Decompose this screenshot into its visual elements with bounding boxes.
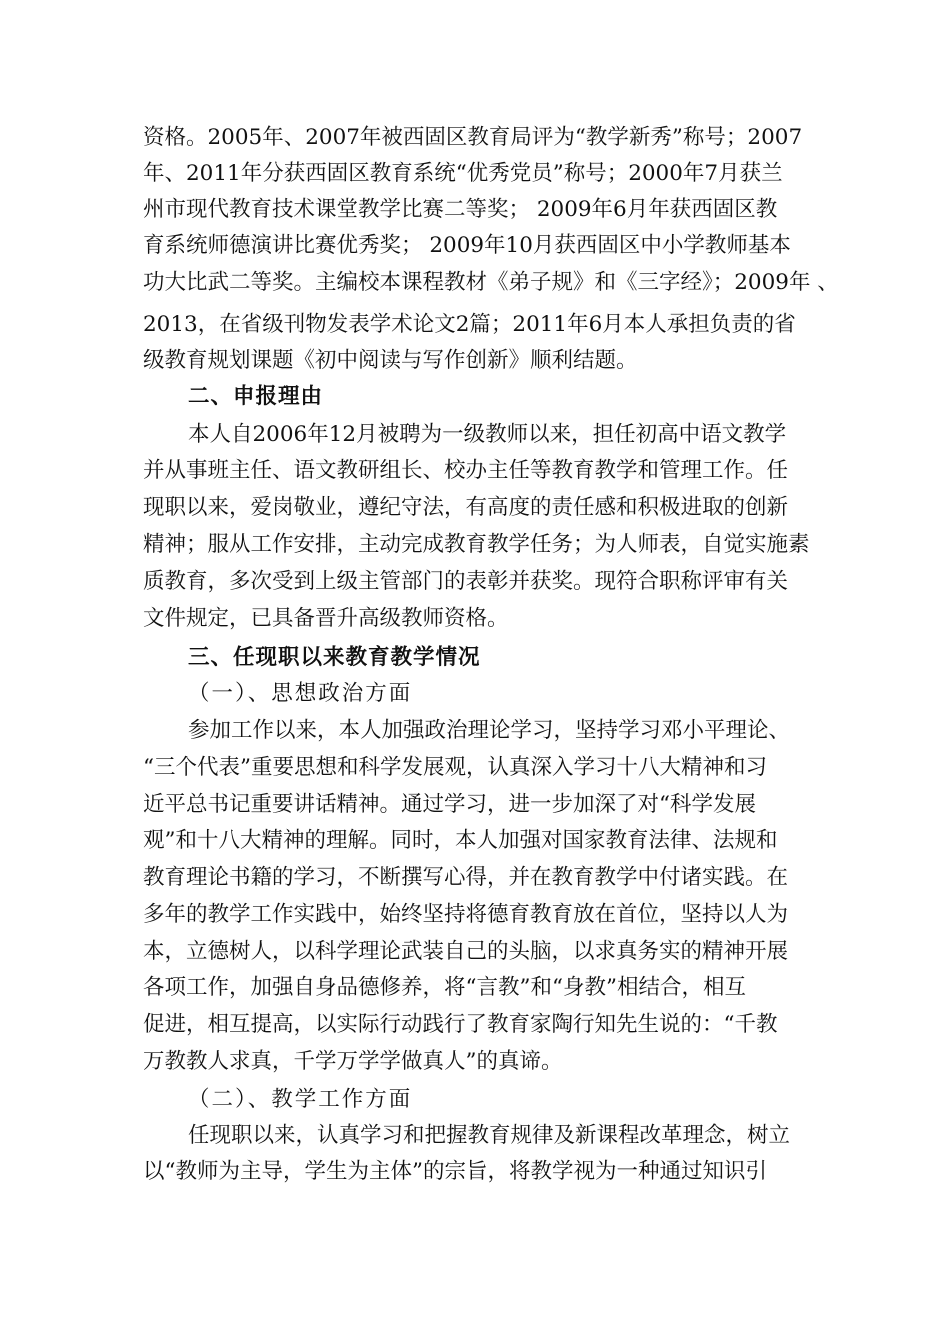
text-line: 万教教人求真，千学万学学做真人”的真谛。 bbox=[143, 1049, 563, 1074]
text-line: “三个代表”重要思想和科学发展观，认真深入学习十八大精神和习 bbox=[143, 755, 767, 780]
text-line: 2013，在省级刊物发表学术论文2篇；2011年6月本人承担负责的省 bbox=[143, 312, 796, 337]
text-line: 州市现代教育技术课堂教学比赛二等奖； 2009年6月年获西固区教 bbox=[143, 197, 778, 222]
text-line: 资格。2005年、2007年被西固区教育局评为“教学新秀”称号；2007 bbox=[143, 125, 803, 150]
text-line: 质教育，多次受到上级主管部门的表彰并获奖。现符合职称评审有关 bbox=[143, 569, 789, 594]
subsection-heading: （二）、教学工作方面 bbox=[188, 1087, 413, 1112]
text-line: 精神；服从工作安排，主动完成教育教学任务；为人师表，自觉实施素 bbox=[143, 532, 810, 557]
text-line: 并从事班主任、语文教研组长、校办主任等教育教学和管理工作。任 bbox=[143, 458, 789, 483]
text-line: 多年的教学工作实践中，始终坚持将德育教育放在首位，坚持以人为 bbox=[143, 902, 789, 927]
subsection-heading: （一）、思想政治方面 bbox=[188, 681, 413, 706]
text-line: 观”和十八大精神的理解。同时，本人加强对国家教育法律、法规和 bbox=[143, 828, 778, 853]
text-line: 参加工作以来，本人加强政治理论学习，坚持学习邓小平理论、 bbox=[188, 718, 791, 743]
text-line: 级教育规划课题《初中阅读与写作创新》顺利结题。 bbox=[143, 348, 638, 373]
text-line: 各项工作，加强自身品德修养，将“言教”和“身教”相结合，相互 bbox=[143, 975, 746, 1000]
text-line: 现职以来，爱岗敬业，遵纪守法，有高度的责任感和积极进取的创新 bbox=[143, 495, 789, 520]
section-heading: 二、申报理由 bbox=[188, 384, 324, 409]
text-line: 本，立德树人，以科学理论武装自己的头脑，以求真务实的精神开展 bbox=[143, 939, 789, 964]
text-line: 本人自2006年12月被聘为一级教师以来，担任初高中语文教学 bbox=[188, 422, 787, 447]
text-line: 促进，相互提高，以实际行动践行了教育家陶行知先生说的：“千教 bbox=[143, 1012, 778, 1037]
text-line: 教育理论书籍的学习，不断撰写心得，并在教育教学中付诸实践。在 bbox=[143, 865, 789, 890]
text-line: 近平总书记重要讲话精神。通过学习，进一步加深了对“科学发展 bbox=[143, 792, 756, 817]
text-line: 文件规定，已具备晋升高级教师资格。 bbox=[143, 606, 509, 631]
text-line: 功大比武二等奖。主编校本课程教材《弟子规》和《三字经》；2009年 、 bbox=[143, 270, 839, 295]
text-line: 以“教师为主导，学生为主体”的宗旨，将教学视为一种通过知识引 bbox=[143, 1159, 767, 1184]
text-line: 任现职以来，认真学习和把握教育规律及新课程改革理念，树立 bbox=[188, 1123, 791, 1148]
section-heading: 三、任现职以来教育教学情况 bbox=[188, 645, 481, 670]
text-line: 年、2011年分获西固区教育系统“优秀党员”称号；2000年7月获兰 bbox=[143, 161, 783, 186]
text-line: 育系统师德演讲比赛优秀奖； 2009年10月获西固区中小学教师基本 bbox=[143, 233, 791, 258]
